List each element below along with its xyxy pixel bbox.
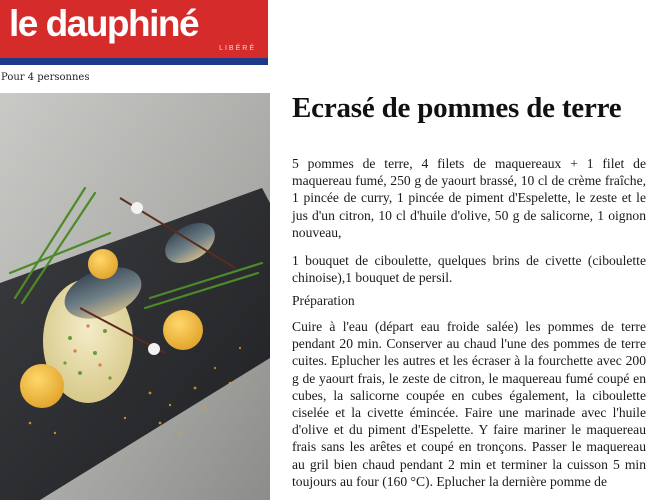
ingredients-herbs-paragraph: 1 bouquet de ciboulette, quelques brins de civette (ciboulette chinoise),1 bouquet de persil. [292,253,646,286]
newspaper-masthead [0,0,268,58]
preparation-paragraph: Cuire à l'eau (départ eau froide salée) les pommes de terre pendant 20 min. Conserver au chaud l'une des pommes de terre cuites. Eplucher les autres et les écraser à la fourchette avec 200 g de yaourt frais, le zeste de citron, le maquereau fumé coupé en cubes, la salicorne coupée en cubes également, la ciboulette ciselée et la civette émincée. Faire une marinade avec l'huile d'olive et du piment d'Espelette. Y faire mariner le maquereau frais sans les arêtes et coupé en tronçons. Passer le maquereau au gril bien chaud pendant 2 min et terminer la cuisson 5 min toujours au four (160 °C). Eplucher la dernière pomme de [292,319,646,489]
dish-photo [0,93,270,500]
servings-label: Pour 4 personnes [1,72,90,83]
masthead-rule [0,58,268,65]
newspaper-logo-subtitle: LIBÉRÉ [219,45,256,52]
preparation-heading: Préparation [292,293,355,308]
newspaper-logo: le dauphiné [9,3,199,44]
ingredients-paragraph: 5 pommes de terre, 4 filets de maquereaux + 1 filet de maquereau fumé, 250 g de yaourt brassé, 10 cl de crème fraîche, 1 pincée de curry, 1 pincée de piment d'Espelette, le zeste et le jus d'un citron, 10 cl d'huile d'olive, 50 g de salicorne, 1 oignon nouveau, [292,156,646,240]
recipe-title: Ecrasé de pommes de terre [292,92,622,124]
